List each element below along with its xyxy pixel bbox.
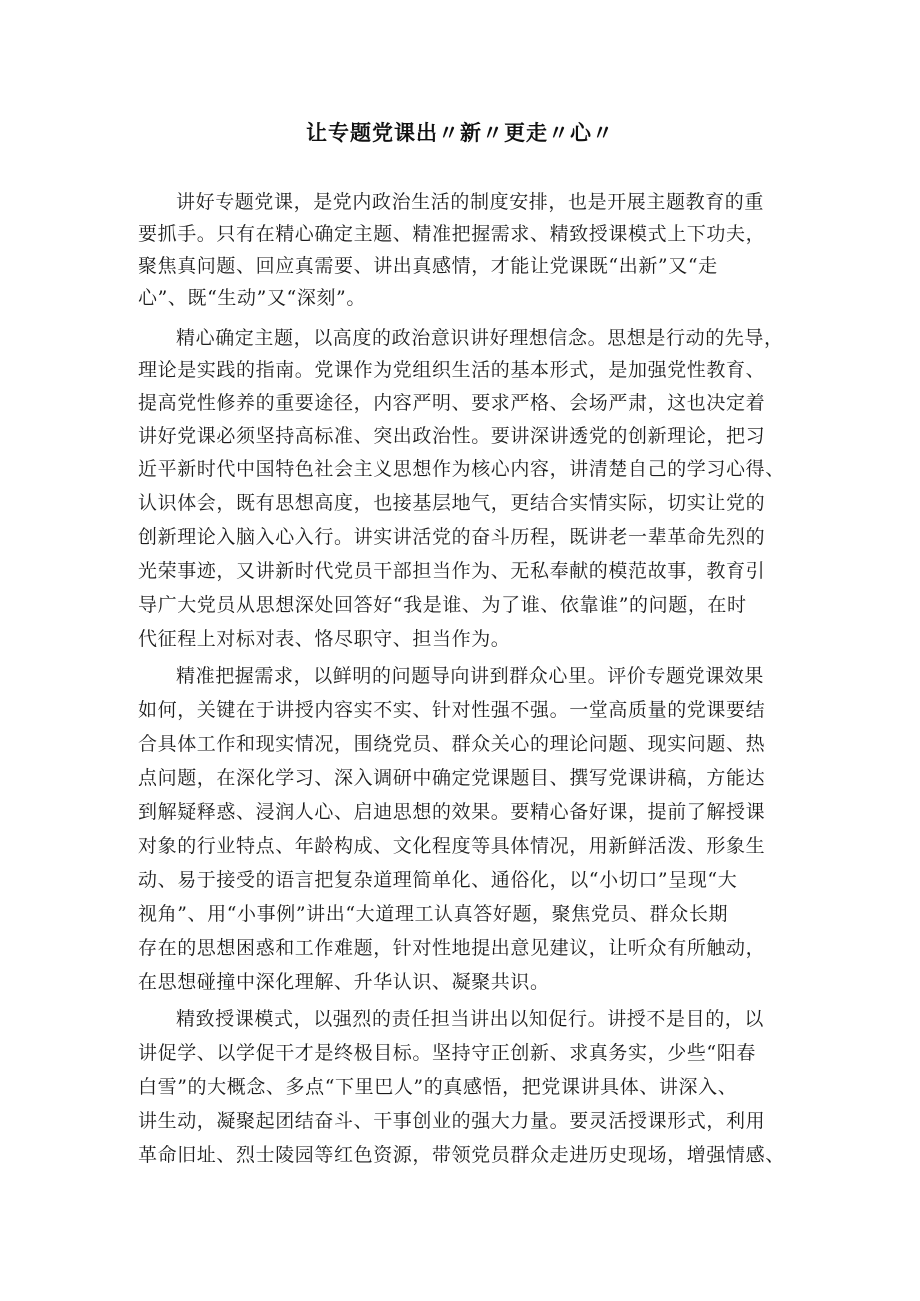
paragraph-4-line-4: 讲生动，凝聚起团结奋斗、干事创业的强大力量。要灵活授课形式，利用 [138,1110,766,1132]
paragraph-2-line-9: 导广大党员从思想深处回答好“我是谁、为了谁、依靠谁”的问题，在时 [138,594,747,616]
paragraph-3-line-2: 如何，关键在于讲授内容实不实、针对性强不强。一堂高质量的党课要结 [138,699,766,721]
paragraph-4-line-5: 革命旧址、烈士陵园等红色资源，带领党员群众走进历史现场，增强情感、 [138,1144,785,1166]
document-title: 让专题党课出〃新〃更走〃心〃 [306,121,614,145]
paragraph-3-line-5: 到解疑释惑、浸润人心、启迪思想的效果。要精心备好课，提前了解授课 [138,801,766,823]
paragraph-3-line-7: 动、易于接受的语言把复杂道理简单化、通俗化，以“小切口”呈现“大 [138,869,738,891]
paragraph-2-line-10: 代征程上对标对表、恪尽职守、担当作为。 [138,628,511,650]
paragraph-3-line-8: 视角”、用“小事例”讲出“大道理工认真答好题，聚焦党员、群众长期 [138,903,729,925]
paragraph-3-line-4: 点问题，在深化学习、深入调研中确定党课题目、撰写党课讲稿，方能达 [138,767,766,789]
paragraph-2-line-1: 精心确定主题，以高度的政治意识讲好理想信念。思想是行动的先导， [176,327,784,349]
paragraph-2-line-7: 创新理论入脑入心入行。讲实讲活党的奋斗历程，既讲老一辈革命先烈的 [138,526,766,548]
paragraph-3-line-9: 存在的思想困惑和工作难题，针对性地提出意见建议，让听众有所触动， [138,937,766,959]
paragraph-4-line-1: 精致授课模式，以强烈的责任担当讲出以知促行。讲授不是目的，以 [176,1008,765,1030]
paragraph-4-line-3: 白雪”的大概念、多点“下里巴人”的真感悟，把党课讲具体、讲深入、 [138,1076,738,1098]
paragraph-2-line-6: 认识体会，既有思想高度，也接基层地气，更结合实情实际，切实让党的 [138,492,766,514]
paragraph-2-line-8: 光荣事迹，又讲新时代党员干部担当作为、无私奉献的模范故事，教育引 [138,560,766,582]
paragraph-4-line-2: 讲促学、以学促干才是终极目标。坚持守正创新、求真务实，少些“阳春 [138,1042,756,1064]
paragraph-3-line-10: 在思想碰撞中深化理解、升华认识、凝聚共识。 [138,971,550,993]
paragraph-3-line-6: 对象的行业特点、年龄构成、文化程度等具体情况，用新鲜活泼、形象生 [138,835,766,857]
paragraph-1-line-2: 要抓手。只有在精心确定主题、精准把握需求、精致授课模式上下功夫， [138,223,766,245]
paragraph-2-line-4: 讲好党课必须坚持高标准、突出政治性。要讲深讲透党的创新理论，把习 [138,425,766,447]
paragraph-1-line-3: 聚焦真问题、回应真需要、讲出真感情，才能让党课既“出新”又“走 [138,255,718,277]
paragraph-2-line-3: 提高党性修养的重要途径，内容严明、要求严格、会场严肃，这也决定着 [138,392,766,414]
paragraph-3-line-3: 合具体工作和现实情况，围绕党员、群众关心的理论问题、现实问题、热 [138,733,766,755]
paragraph-3-line-1: 精准把握需求，以鲜明的问题导向讲到群众心里。评价专题党课效果 [176,665,765,687]
paragraph-1-line-1: 讲好专题党课，是党内政治生活的制度安排，也是开展主题教育的重 [176,191,765,213]
paragraph-2-line-5: 近平新时代中国特色社会主义思想作为核心内容，讲清楚自己的学习心得、 [138,458,785,480]
paragraph-2-line-2: 理论是实践的指南。党课作为党组织生活的基本形式，是加强党性教育、 [138,359,766,381]
paragraph-1-line-4: 心”、既“生动”又“深刻”。 [138,287,366,309]
